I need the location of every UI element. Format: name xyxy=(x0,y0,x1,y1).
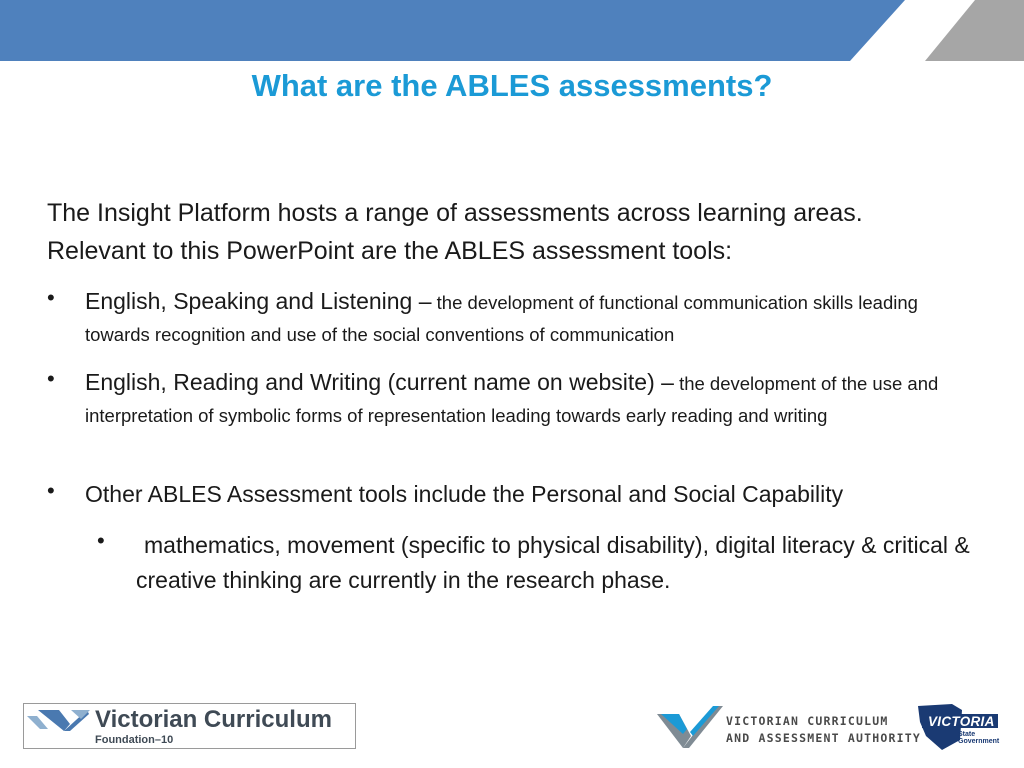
vc-logo-name: Victorian Curriculum xyxy=(95,706,332,733)
bullet-detail: the development of functional communication skills leading towards recognition and use of the social conventions of communication xyxy=(85,292,918,345)
intro-line-1: The Insight Platform hosts a range of assessments across learning areas. xyxy=(47,199,863,227)
victorian-curriculum-logo xyxy=(23,703,356,749)
bullet-text: Other ABLES Assessment tools include the Personal and Social Capability xyxy=(85,481,844,507)
state-label: State xyxy=(958,731,976,738)
sub-bullet-text: mathematics, movement (specific to physical disability), digital literacy & critical & creative thinking are currently in the research phase. xyxy=(136,532,970,593)
header-blue-bar xyxy=(0,0,905,61)
intro-line-2: Relevant to this PowerPoint are the ABLES assessment tools: xyxy=(47,237,733,265)
government-label: Government xyxy=(958,738,1000,745)
sub-bullet-research-phase xyxy=(97,528,977,598)
vc-logo-subtitle: Foundation–10 xyxy=(95,734,174,746)
bullet-marker: • xyxy=(47,285,55,310)
header-band xyxy=(0,0,1024,61)
vcaa-check-icon xyxy=(657,704,723,748)
bullet-marker: • xyxy=(47,478,55,503)
victoria-state-government-logo xyxy=(914,700,1004,752)
bullet-lead: English, Speaking and Listening – xyxy=(85,288,432,314)
bullet-marker: • xyxy=(47,366,55,391)
state-government-label xyxy=(958,731,999,745)
vcaa-logo-line-2: AND ASSESSMENT AUTHORITY xyxy=(726,731,921,745)
bullet-detail: the development of the use and interpretation of symbolic forms of representation leading towards early reading and writing xyxy=(85,373,939,426)
bullet-lead: English, Reading and Writing (current name on website) – xyxy=(85,369,674,395)
vcaa-logo-line-1: VICTORIAN CURRICULUM xyxy=(726,714,889,728)
vcaa-logo xyxy=(657,702,921,750)
sub-bullet-marker: • xyxy=(97,528,105,553)
victoria-wordmark: VICTORIA xyxy=(928,714,995,729)
intro-text xyxy=(47,194,1007,270)
slide-title: What are the ABLES assessments? xyxy=(251,68,773,103)
victorian-curriculum-chevron-icon xyxy=(27,710,91,732)
